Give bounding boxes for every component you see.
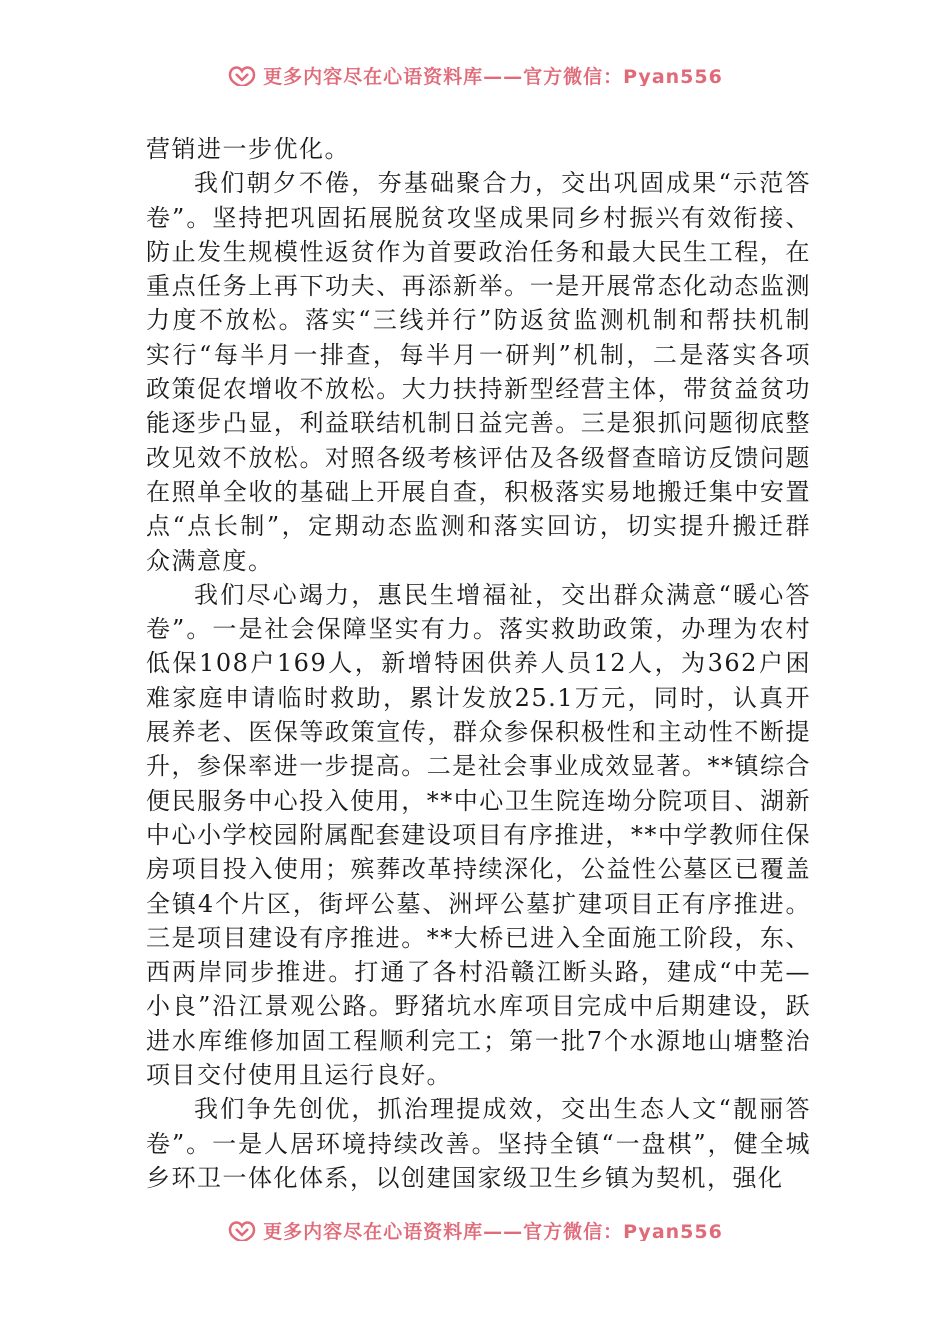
- header-watermark-text: 更多内容尽在心语资料库——官方微信：Pyan556: [263, 65, 723, 86]
- footer-watermark-banner: [0, 1207, 950, 1241]
- paragraph-livelihood: 我们尽心竭力，惠民生增福祉，交出群众满意“暖心答卷”。一是社会保障坚实有力。落实救助政策，办理为农村低保108户169人，新增特困供养人员12人，为362户困难家庭申请临时救助，累计发放25.1万元，同时，认真开展养老、医保等政策宣传，群众参保积极性和主动性不断提升，参保率进一步提高。二是社会事业成效显著。**镇综合便民服务中心投入使用，**中心卫生院连坳分院项目、湖新中心小学校园附属配套建设项目有序推进，**中学教师住保房项目投入使用；殡葬改革持续深化，公益性公墓区已覆盖全镇4个片区，街坪公墓、洲坪公墓扩建项目正有序推进。三是项目建设有序推进。**大桥已进入全面施工阶段，东、西两岸同步推进。打通了各村沿赣江断头路，建成“中芜—小良”沿江景观公路。野猪坑水库项目完成中后期建设，跃进水库维修加固工程顺利完工；第一批7个水源地山塘整治项目交付使用且运行良好。: [146, 580, 811, 1090]
- footer-watermark-text: 更多内容尽在心语资料库——官方微信：Pyan556: [263, 1220, 723, 1241]
- brand-logo-icon: [227, 1217, 257, 1241]
- brand-logo-icon: [227, 62, 257, 86]
- document-body: [146, 132, 811, 1195]
- paragraph-consolidation: 我们朝夕不倦，夯基础聚合力，交出巩固成果“示范答卷”。坚持把巩固拓展脱贫攻坚成果同乡村振兴有效衔接、防止发生规模性返贫作为首要政治任务和最大民生工程，在重点任务上再下功夫、再添新举。一是开展常态化动态监测力度不放松。落实“三线并行”防返贫监测机制和帮扶机制实行“每半月一排查，每半月一研判”机制，二是落实各项政策促农增收不放松。大力扶持新型经营主体，带贫益贫功能逐步凸显，利益联结机制日益完善。三是狠抓问题彻底整改见效不放松。对照各级考核评估及各级督查暗访反馈问题在照单全收的基础上开展自查，积极落实易地搬迁集中安置点“点长制”，定期动态监测和落实回访，切实提升搬迁群众满意度。: [146, 169, 811, 575]
- paragraph-continued: 营销进一步优化。: [146, 135, 350, 163]
- paragraph-ecology: 我们争先创优，抓治理提成效，交出生态人文“靓丽答卷”。一是人居环境持续改善。坚持全镇“一盘棋”，健全城乡环卫一体化体系，以创建国家级卫生乡镇为契机，强化: [146, 1095, 811, 1192]
- header-watermark-banner: [0, 52, 950, 86]
